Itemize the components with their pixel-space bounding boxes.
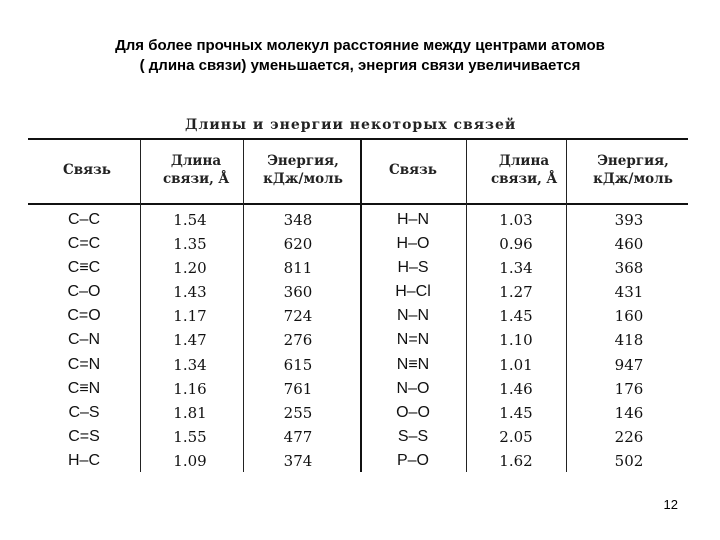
energy-cell: 502 xyxy=(614,451,644,470)
bond-table xyxy=(28,138,688,472)
length-cell: 1.45 xyxy=(499,403,533,422)
energy-cell: 811 xyxy=(283,259,313,278)
length-cell: 1.46 xyxy=(499,379,533,398)
header-length-left: Длина связи, Å xyxy=(162,153,230,187)
bond-cell: C=S xyxy=(68,427,100,445)
length-cell: 1.47 xyxy=(173,331,207,350)
heading-line-2: ( длина связи) уменьшается, энергия связи увеличивается xyxy=(139,57,581,74)
heading-line-1: Для более прочных молекул расстояние между центрами атомов xyxy=(115,37,605,54)
length-cell: 1.01 xyxy=(499,355,533,374)
bond-cell: C–C xyxy=(67,211,100,228)
energy-cell: 160 xyxy=(614,307,644,326)
column-divider xyxy=(140,140,141,472)
length-cell: 1.03 xyxy=(499,211,533,229)
column-divider-center xyxy=(360,140,362,472)
length-cell: 1.55 xyxy=(173,427,207,446)
bond-cell: O–O xyxy=(396,403,430,421)
length-cell: 1.09 xyxy=(173,451,207,470)
energy-cell: 255 xyxy=(283,403,313,422)
energy-cell: 431 xyxy=(614,283,644,302)
length-cell: 2.05 xyxy=(499,427,533,446)
length-cell: 1.81 xyxy=(173,403,207,422)
bond-cell: C≡N xyxy=(67,379,101,397)
bond-cell: H–O xyxy=(396,235,430,253)
energy-cell: 615 xyxy=(283,355,313,374)
energy-cell: 176 xyxy=(614,379,644,398)
energy-cell: 620 xyxy=(283,235,313,254)
column-divider xyxy=(566,140,567,472)
bond-cell: N–O xyxy=(396,379,430,397)
length-cell: 1.43 xyxy=(173,283,207,302)
length-cell: 1.27 xyxy=(499,283,533,302)
slide-heading xyxy=(20,36,700,76)
energy-cell: 374 xyxy=(283,451,313,470)
bond-cell: H–S xyxy=(397,259,429,277)
bond-cell: C≡C xyxy=(67,259,101,277)
energy-cell: 724 xyxy=(283,307,313,326)
length-cell: 1.45 xyxy=(499,307,533,326)
length-cell: 1.34 xyxy=(173,355,207,374)
length-column-left xyxy=(142,208,238,473)
energy-cell: 477 xyxy=(283,427,313,446)
energy-cell: 348 xyxy=(283,211,313,229)
length-cell: 1.20 xyxy=(173,259,207,278)
length-cell: 1.10 xyxy=(499,331,533,350)
bond-cell: C=O xyxy=(67,307,101,325)
table-header xyxy=(28,140,688,205)
header-bond-left: Связь xyxy=(63,162,111,178)
header-energy-left: Энергия, кДж/моль xyxy=(263,153,343,187)
energy-cell: 146 xyxy=(614,403,644,422)
bond-cell: H–N xyxy=(396,211,429,228)
energy-cell: 947 xyxy=(614,355,644,374)
bond-cell: C–S xyxy=(68,403,100,421)
energy-column-left xyxy=(246,208,350,473)
bond-cell: N=N xyxy=(396,331,430,349)
header-length-right: Длина связи, Å xyxy=(490,153,558,187)
bond-cell: P–O xyxy=(396,451,429,469)
energy-cell: 393 xyxy=(614,211,644,229)
table-caption: Длины и энергии некоторых связей xyxy=(185,117,517,133)
bond-cell: N≡N xyxy=(396,355,430,373)
bond-column-right xyxy=(368,208,458,473)
length-cell: 1.62 xyxy=(499,451,533,470)
bond-cell: H–C xyxy=(67,451,100,469)
energy-cell: 360 xyxy=(283,283,313,302)
bond-column-left xyxy=(32,208,136,473)
energy-cell: 276 xyxy=(283,331,313,350)
bond-cell: N–N xyxy=(396,307,429,325)
energy-cell: 460 xyxy=(614,235,644,254)
length-cell: 1.17 xyxy=(173,307,207,326)
bond-cell: C=N xyxy=(67,355,101,373)
header-energy-right: Энергия, кДж/моль xyxy=(593,153,673,187)
length-cell: 1.35 xyxy=(173,235,207,254)
bond-cell: C–O xyxy=(67,283,101,301)
column-divider xyxy=(466,140,467,472)
energy-cell: 368 xyxy=(614,259,644,278)
length-cell: 0.96 xyxy=(499,235,533,254)
bond-cell: H–Cl xyxy=(395,283,431,301)
page-number: 12 xyxy=(663,497,678,512)
energy-cell: 226 xyxy=(614,427,644,446)
length-cell: 1.54 xyxy=(173,211,207,229)
bond-cell: C=C xyxy=(67,235,101,253)
energy-cell: 418 xyxy=(614,331,644,350)
header-bond-right: Связь xyxy=(389,162,437,178)
length-column-right xyxy=(470,208,562,473)
column-divider xyxy=(243,140,244,472)
bond-cell: C–N xyxy=(67,331,100,349)
energy-column-right xyxy=(574,208,684,473)
length-cell: 1.34 xyxy=(499,259,533,278)
length-cell: 1.16 xyxy=(173,379,207,398)
bond-cell: S–S xyxy=(397,427,429,445)
energy-cell: 761 xyxy=(283,379,313,398)
